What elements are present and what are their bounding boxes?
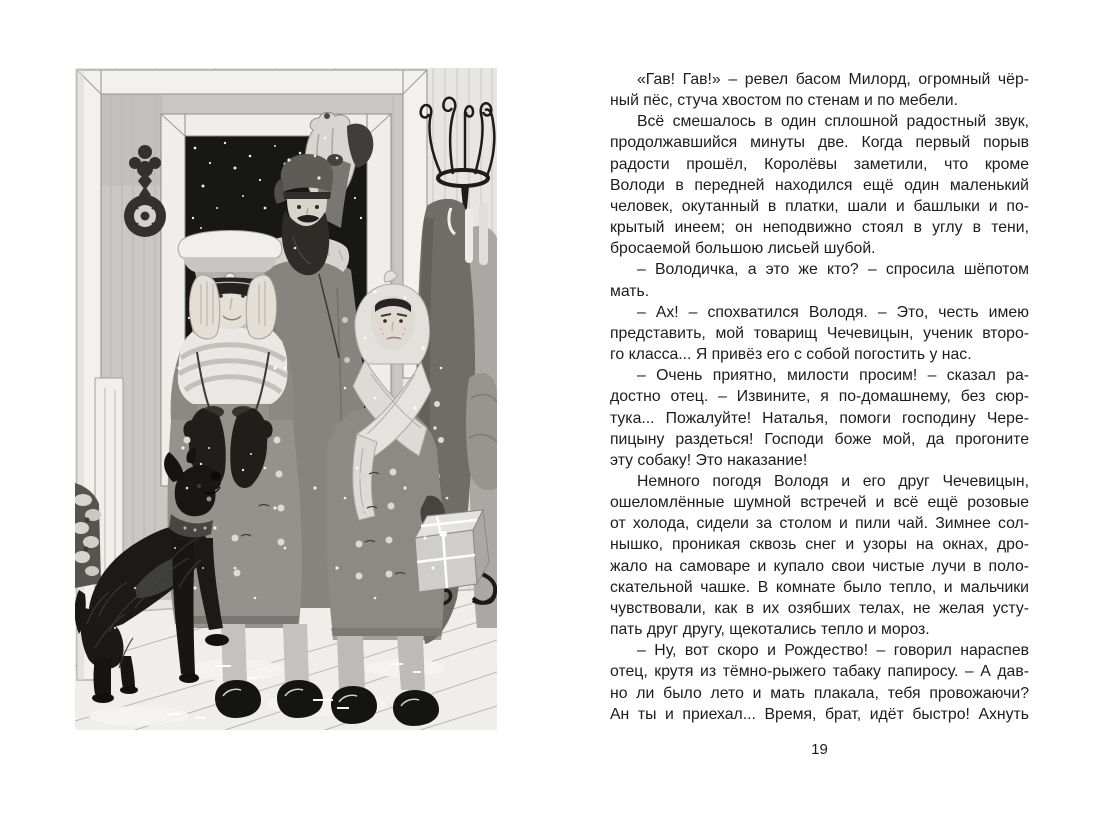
- text-line: бросаемой большою лисьей шубой.: [610, 240, 876, 258]
- text-line: но ли было лето и мать плакала, тебя провожаючи?: [610, 684, 1029, 702]
- text-column: [610, 69, 1029, 725]
- text-line: скательной чашке. В комнате было тепло, и мальчики: [610, 578, 1029, 596]
- text-line: го класса... Я привёз его с собой погостить у нас.: [610, 346, 972, 364]
- text-line: – Володичка, а это же кто? – спросила шёпотом: [637, 261, 1029, 279]
- text-line: Ан ты и приехал... Время, брат, идёт быстро! Ахнуть: [610, 705, 1029, 723]
- illustration: [75, 68, 497, 730]
- text-line: достно отец. – Извините, я по-домашнему, без сюр-: [610, 388, 1029, 406]
- text-line: тука... Пожалуйте! Наталья, помоги господину Чере-: [610, 409, 1029, 427]
- text-line: нышко, проникая сквозь снег и узоры на окнах, дро-: [610, 536, 1029, 554]
- text-line: – Очень приятно, милости просим! – сказал ра-: [637, 367, 1029, 385]
- text-line: – Ах! – спохватился Володя. – Это, честь имею: [637, 303, 1029, 321]
- text-line: от холода, сидели за столом и пили чай. Зимнее сол-: [610, 515, 1029, 533]
- text-line: Всё смешалось в один сплошной радостный звук,: [637, 113, 1029, 131]
- text-line: человек, окутанный в платки, шали и башлыки и по-: [610, 197, 1029, 215]
- page-number: 19: [811, 741, 828, 758]
- text-line: продолжавшийся минуты две. Когда первый порыв: [610, 134, 1029, 152]
- basket: [466, 373, 497, 490]
- text-line: ный пёс, стуча хвостом по стенам и по мебели.: [610, 92, 959, 110]
- text-line: радости прошёл, Королёвы заметили, что кроме: [610, 155, 1029, 173]
- text-line: представить, мой товарищ Чечевицын, ученик второ-: [610, 324, 1029, 342]
- text-line: чувствовали, как в их озябших телах, не желая усту-: [610, 599, 1029, 617]
- text-line: Володи в передней находился ещё один маленький: [610, 176, 1029, 194]
- text-line: Немного погодя Володя и его друг Чечевицын,: [637, 472, 1029, 490]
- text-line: эту собаку! Это наказание!: [610, 451, 808, 469]
- text-line: отец, крутя из тёмно-рыжего табаку папиросу. – А дав-: [610, 663, 1029, 681]
- text-line: – Ну, вот скоро и Рождество! – говорил нараспев: [637, 642, 1029, 660]
- text-line: пицыну раздеться! Господи боже мой, да прогоните: [610, 430, 1029, 448]
- text-line: «Гав! Гав!» – ревел басом Милорд, огромный чёр-: [637, 71, 1029, 88]
- text-line: крытый инеем; он неподвижно стоял в углу в тени,: [610, 219, 1029, 237]
- text-line: жало на самоваре и купало свои чистые лучи в поло-: [610, 557, 1029, 575]
- wrapped-parcel: [415, 510, 489, 592]
- text-line: ошеломлённые шумной встречей и всё ещё розовые: [610, 494, 1029, 512]
- peaked-cap: [178, 231, 282, 259]
- text-line: мать.: [610, 282, 650, 300]
- text-line: пать друг другу, щекотались тепло и мороз.: [610, 621, 930, 639]
